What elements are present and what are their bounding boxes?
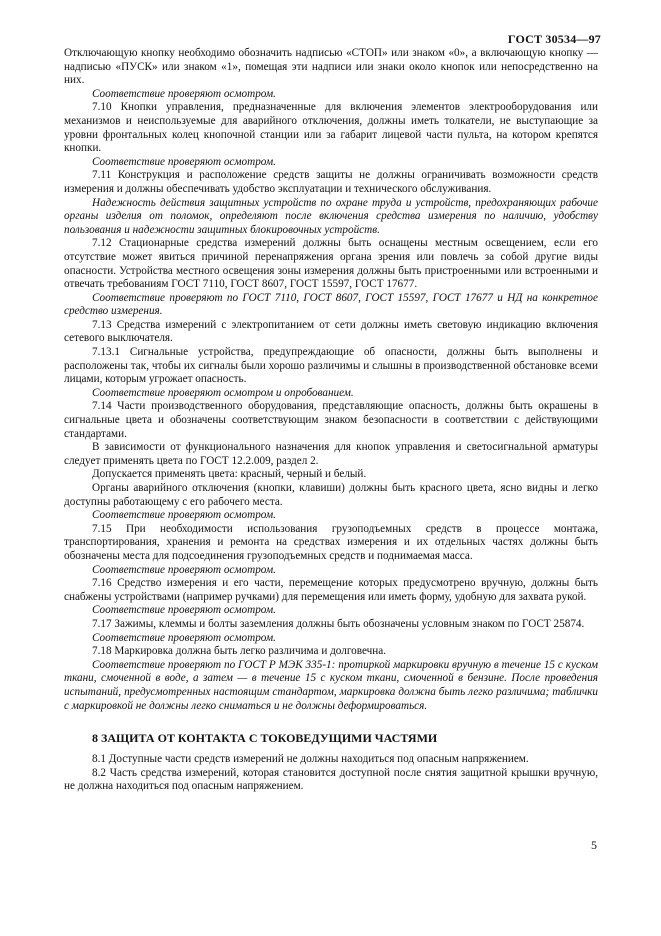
paragraph: 7.18 Маркировка должна быть легко различима и долговечна. xyxy=(92,645,387,658)
paragraph-check: Соответствие проверяют по ГОСТ 7110, ГОСТ 8607, ГОСТ 15597, ГОСТ 17677 и НД на конкретное средство измерения. xyxy=(64,291,598,318)
section-heading: 8 ЗАЩИТА ОТ КОНТАКТА С ТОКОВЕДУЩИМИ ЧАСТЯМИ xyxy=(92,731,438,746)
paragraph: 7.12 Стационарные средства измерений должны быть оснащены местным освещением, если его отсутствие может явиться причиной перенапряжения органа зрения или повлечь за собой другие виды опасности. Устройства местного освещения зоны измерения должны быть пристроенными или встроенными и отвечать требованиям ГОСТ 7110, ГОСТ 8607, ГОСТ 15597, ГОСТ 17677. xyxy=(64,237,598,291)
document-header: ГОСТ 30534—97 xyxy=(507,32,601,46)
paragraph: Отключающую кнопку необходимо обозначить надписью «СТОП» или знаком «0», а включающую кнопку — надписью «ПУСК» или знаком «1», помещая эти надписи или знаки около кнопок или непосредственно на них. xyxy=(64,47,598,87)
paragraph: Органы аварийного отключения (кнопки, клавиши) должны быть красного цвета, ясно видны и легко доступны работающему с его рабочего места. xyxy=(64,482,598,508)
paragraph-check: Соответствие проверяют осмотром. xyxy=(92,509,276,522)
paragraph: 7.13.1 Сигнальные устройства, предупреждающие об опасности, должны быть выполнены и расположены так, чтобы их сигналы были хорошо различимы и слышны в производственной обстановке всеми лицами, которым угрожает опасность. xyxy=(64,346,598,386)
paragraph: 8.2 Часть средства измерений, которая становится доступной после снятия защитной крышки вручную, не должна находиться под опасным напряжением. xyxy=(64,766,598,793)
paragraph-check: Соответствие проверяют осмотром и опробованием. xyxy=(92,386,354,399)
paragraph-check: Соответствие проверяют осмотром. xyxy=(92,604,276,617)
paragraph-check: Соответствие проверяют осмотром. xyxy=(92,631,276,644)
paragraph-check: Соответствие проверяют по ГОСТ Р МЭК 335-1: протиркой маркировки вручную в течение 15 с куском ткани, смоченной в воде, а затем — в течение 15 с куском ткани, смоченной в бензине. После проведения испытаний, предусмотренных настоящим стандартом, маркировка должна быть легко различима; таблички с маркировкой не должны легко сниматься и не должны деформироваться. xyxy=(64,658,598,712)
paragraph-check: Соответствие проверяют осмотром. xyxy=(92,87,276,100)
paragraph: В зависимости от функционального назначения для кнопок управления и светосигнальной арматуры следует применять цвета по ГОСТ 12.2.009, раздел 2. xyxy=(64,441,598,467)
paragraph: Допускается применять цвета: красный, черный и белый. xyxy=(92,468,367,481)
paragraph: 7.15 При необходимости использования грузоподъемных средств в процессе монтажа, транспортирования, хранения и ремонта на средствах измерения и их отдельных частях должны быть обозначены места для подсоединения грузоподъемных средств и поднимаемая масса. xyxy=(64,522,598,562)
page-number: 5 xyxy=(591,838,597,852)
paragraph: 7.14 Части производственного оборудования, представляющие опасность, должны быть окрашены в сигнальные цвета и обозначены соответствующим знаком безопасности в соответствии с действующими стандартами. xyxy=(64,400,598,440)
paragraph-check: Надежность действия защитных устройств по охране труда и устройств, предохраняющих рабочие органы изделия от поломок, определяют после включения средства измерения по наличию, удобству пользования и надежности защитных блокировочных устройств. xyxy=(64,196,598,236)
paragraph: 7.13 Средства измерений с электропитанием от сети должны иметь световую индикацию включения сетевого выключателя. xyxy=(64,318,598,345)
paragraph: 7.11 Конструкция и расположение средств защиты не должны ограничивать возможности средств измерения и должны обеспечивать удобство эксплуатации и технического обслуживания. xyxy=(64,169,598,195)
paragraph-check: Соответствие проверяют осмотром. xyxy=(92,155,276,168)
paragraph: 7.17 Зажимы, клеммы и болты заземления должны быть обозначены условным знаком по ГОСТ 25874. xyxy=(92,617,585,630)
page-content xyxy=(64,47,598,794)
paragraph-check: Соответствие проверяют осмотром. xyxy=(92,563,276,576)
paragraph: 7.16 Средство измерения и его части, перемещение которых предусмотрено вручную, должны быть снабжены устройствами (например ручками) для перемещения или иметь форму, удобную для захвата рукой. xyxy=(64,577,598,603)
paragraph: 7.10 Кнопки управления, предназначенные для включения элементов электрооборудования или механизмов и неиспользуемые для аварийного отключения, должны иметь толкатели, не выступающие за уровни фронтальных колец кнопочной станции или за габарит лицевой части пульта, на котором крепятся кнопки. xyxy=(64,101,598,155)
paragraph: 8.1 Доступные части средств измерений не должны находиться под опасным напряжением. xyxy=(92,753,529,766)
